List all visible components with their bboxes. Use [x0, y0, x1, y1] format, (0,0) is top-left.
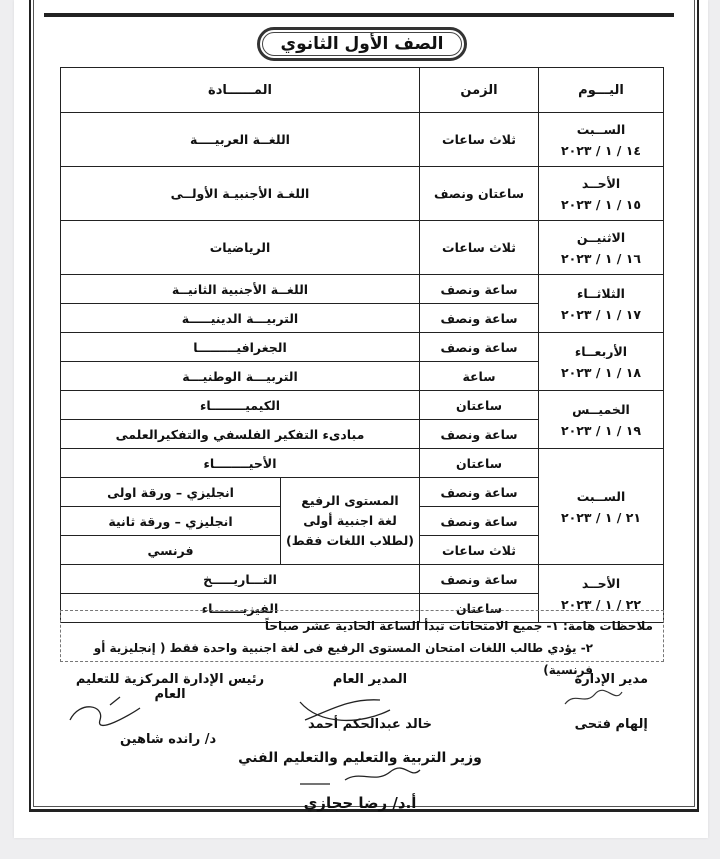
- subject-cell: الجغرافيـــــــــا: [61, 333, 420, 362]
- table-header-row: [61, 68, 664, 113]
- table-row: [61, 167, 664, 221]
- time-cell: ساعتان ونصف: [420, 167, 539, 221]
- time-cell: ساعتان: [420, 594, 539, 623]
- day-cell: الســبت ١٤ / ١ / ٢٠٢٣: [539, 113, 664, 167]
- role-title: رئيس الإدارة المركزية للتعليم العام: [75, 672, 265, 702]
- time-cell: ساعتان: [420, 391, 539, 420]
- subject-cell: اللغــة العربيــــة: [61, 113, 420, 167]
- signature-scribble-minister: [290, 766, 430, 790]
- title-badge: [257, 27, 467, 61]
- time-cell: ساعة ونصف: [420, 420, 539, 449]
- subject-cell: انجليزي – ورقة ثانية: [61, 507, 281, 536]
- time-cell: ساعة ونصف: [420, 304, 539, 333]
- day-cell: الخميــس ١٩ / ١ / ٢٠٢٣: [539, 391, 664, 449]
- role-title: مدير الإدارة: [574, 672, 648, 687]
- day-cell: الأحــد ٢٢ / ١ / ٢٠٢٣: [539, 565, 664, 623]
- header-day: اليـــوم: [539, 68, 664, 113]
- time-cell: ساعة: [420, 362, 539, 391]
- signature-scribble-right: [560, 686, 630, 712]
- exam-schedule-table: [60, 67, 664, 623]
- day-cell: الأربعــاء ١٨ / ١ / ٢٠٢٣: [539, 333, 664, 391]
- table-row: [61, 275, 664, 304]
- note-1: ملاحظات هامة: ١- جميع الامتحانات تبدأ الساعة الحادية عشر صباحاً: [264, 619, 653, 633]
- subject-cell: مبادىء التفكير الفلسفي والتفكيرالعلمى: [61, 420, 420, 449]
- time-cell: ثلاث ساعات: [420, 536, 539, 565]
- subject-cell: الفيزيـــــــاء: [61, 594, 420, 623]
- table-row: [61, 333, 664, 362]
- important-notes-box: [60, 610, 664, 677]
- time-cell: ساعة ونصف: [420, 333, 539, 362]
- subject-cell: التـــاريـــــخ: [61, 565, 420, 594]
- subject-cell: التربيـــة الدينيـــــة: [61, 304, 420, 333]
- time-cell: ساعة ونصف: [420, 478, 539, 507]
- subject-cell: فرنسي: [61, 536, 281, 565]
- subject-cell: الرياضيات: [61, 221, 420, 275]
- note-2: ٢- يؤدي طالب اللغات امتحان المستوى الرفيع فى لغة اجنبية واحدة فقط ( إنجليزية أو فرنسية): [93, 641, 593, 677]
- handwritten-signatures: [60, 690, 560, 735]
- subject-cell: الأحيــــــــاء: [61, 449, 420, 478]
- advanced-level-label: المستوى الرفيع لغة اجنبية أولى (لطلاب اللغات فقط): [281, 478, 420, 565]
- time-cell: ساعة ونصف: [420, 507, 539, 536]
- role-title: المدير العام: [332, 672, 408, 687]
- subject-cell: انجليزي – ورقة اولى: [61, 478, 281, 507]
- table-row: [61, 565, 664, 594]
- table-row: [61, 221, 664, 275]
- table-row: [61, 391, 664, 420]
- subject-cell: الكيميــــــــاء: [61, 391, 420, 420]
- time-cell: ثلاث ساعات: [420, 113, 539, 167]
- header-time: الزمن: [420, 68, 539, 113]
- time-cell: ساعة ونصف: [420, 275, 539, 304]
- day-cell: الاثنيــن ١٦ / ١ / ٢٠٢٣: [539, 221, 664, 275]
- table-row: [61, 449, 664, 478]
- day-cell: الســبت ٢١ / ١ / ٢٠٢٣: [539, 449, 664, 565]
- top-rule: [44, 13, 674, 17]
- signature-minister: [230, 750, 490, 812]
- day-cell: الأحــد ١٥ / ١ / ٢٠٢٣: [539, 167, 664, 221]
- table-row: [61, 113, 664, 167]
- role-title: وزير التربية والتعليم والتعليم الفني: [238, 750, 482, 766]
- subject-cell: اللغــة الأجنبية الثانيــة: [61, 275, 420, 304]
- time-cell: ساعتان: [420, 449, 539, 478]
- signer-name: أ.د/ رضا حجازي: [303, 794, 417, 812]
- page-title: الصف الأول الثانوي: [280, 34, 444, 54]
- signature-scribble-center: [300, 700, 390, 721]
- day-cell: الثلاثــاء ١٧ / ١ / ٢٠٢٣: [539, 275, 664, 333]
- subject-cell: اللغـة الأجنبيـة الأولــى: [61, 167, 420, 221]
- header-subject: المــــــادة: [61, 68, 420, 113]
- time-cell: ساعة ونصف: [420, 565, 539, 594]
- signature-scribble-left: [70, 697, 140, 725]
- subject-cell: التربيـــة الوطنيـــة: [61, 362, 420, 391]
- signer-name: إلهام فتحى: [574, 717, 648, 732]
- signer-name: د/ رانده شاهين: [120, 732, 217, 747]
- time-cell: ثلاث ساعات: [420, 221, 539, 275]
- signer-name: خالد عبدالحكم أحمد: [308, 717, 432, 732]
